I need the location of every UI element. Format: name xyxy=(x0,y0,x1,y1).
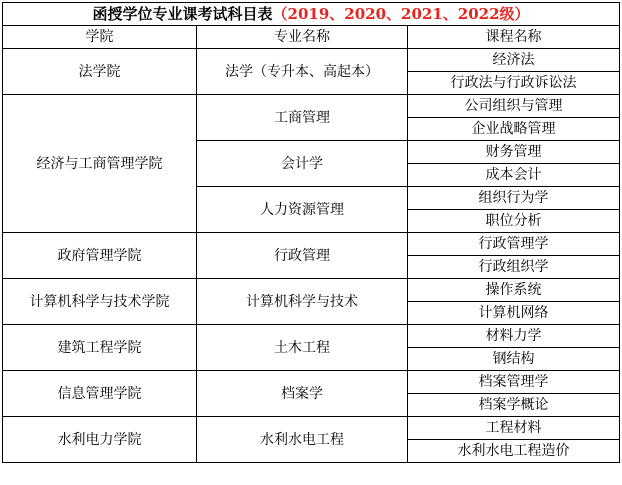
course-cell: 档案学概论 xyxy=(408,394,620,417)
major-cell: 行政管理 xyxy=(197,233,408,279)
major-cell: 计算机科学与技术 xyxy=(197,279,408,325)
college-cell: 水利电力学院 xyxy=(3,417,197,463)
course-cell: 工程材料 xyxy=(408,417,620,440)
table-row xyxy=(3,233,620,256)
course-cell: 操作系统 xyxy=(408,279,620,302)
table-row xyxy=(3,279,620,302)
course-cell: 档案管理学 xyxy=(408,371,620,394)
course-cell: 水利水电工程造价 xyxy=(408,440,620,463)
course-cell: 计算机网络 xyxy=(408,302,620,325)
major-cell: 法学（专升本、高起本） xyxy=(197,49,408,95)
exam-subject-table xyxy=(2,2,620,463)
table-row xyxy=(3,49,620,72)
course-cell: 财务管理 xyxy=(408,141,620,164)
course-cell: 公司组织与管理 xyxy=(408,95,620,118)
course-cell: 职位分析 xyxy=(408,210,620,233)
major-cell: 土木工程 xyxy=(197,325,408,371)
header-course: 课程名称 xyxy=(408,26,620,49)
course-cell: 成本会计 xyxy=(408,164,620,187)
college-cell: 计算机科学与技术学院 xyxy=(3,279,197,325)
exam-subject-sheet xyxy=(2,2,619,463)
header-row xyxy=(3,26,620,49)
course-cell: 行政管理学 xyxy=(408,233,620,256)
table-body xyxy=(3,3,620,463)
course-cell: 企业战略管理 xyxy=(408,118,620,141)
course-cell: 行政法与行政诉讼法 xyxy=(408,72,620,95)
header-major: 专业名称 xyxy=(197,26,408,49)
college-cell: 建筑工程学院 xyxy=(3,325,197,371)
table-row xyxy=(3,371,620,394)
college-cell: 经济与工商管理学院 xyxy=(3,95,197,233)
title-row xyxy=(3,3,620,26)
table-row xyxy=(3,95,620,118)
course-cell: 钢结构 xyxy=(408,348,620,371)
major-cell: 工商管理 xyxy=(197,95,408,141)
college-cell: 法学院 xyxy=(3,49,197,95)
title-years: （2019、2020、2021、2022级） xyxy=(272,5,530,23)
table-row xyxy=(3,325,620,348)
major-cell: 会计学 xyxy=(197,141,408,187)
course-cell: 行政组织学 xyxy=(408,256,620,279)
major-cell: 水利水电工程 xyxy=(197,417,408,463)
college-cell: 政府管理学院 xyxy=(3,233,197,279)
course-cell: 经济法 xyxy=(408,49,620,72)
table-title xyxy=(3,3,620,26)
header-college: 学院 xyxy=(3,26,197,49)
title-main: 函授学位专业课考试科目表 xyxy=(92,5,273,23)
course-cell: 材料力学 xyxy=(408,325,620,348)
major-cell: 档案学 xyxy=(197,371,408,417)
table-row xyxy=(3,417,620,440)
major-cell: 人力资源管理 xyxy=(197,187,408,233)
college-cell: 信息管理学院 xyxy=(3,371,197,417)
course-cell: 组织行为学 xyxy=(408,187,620,210)
